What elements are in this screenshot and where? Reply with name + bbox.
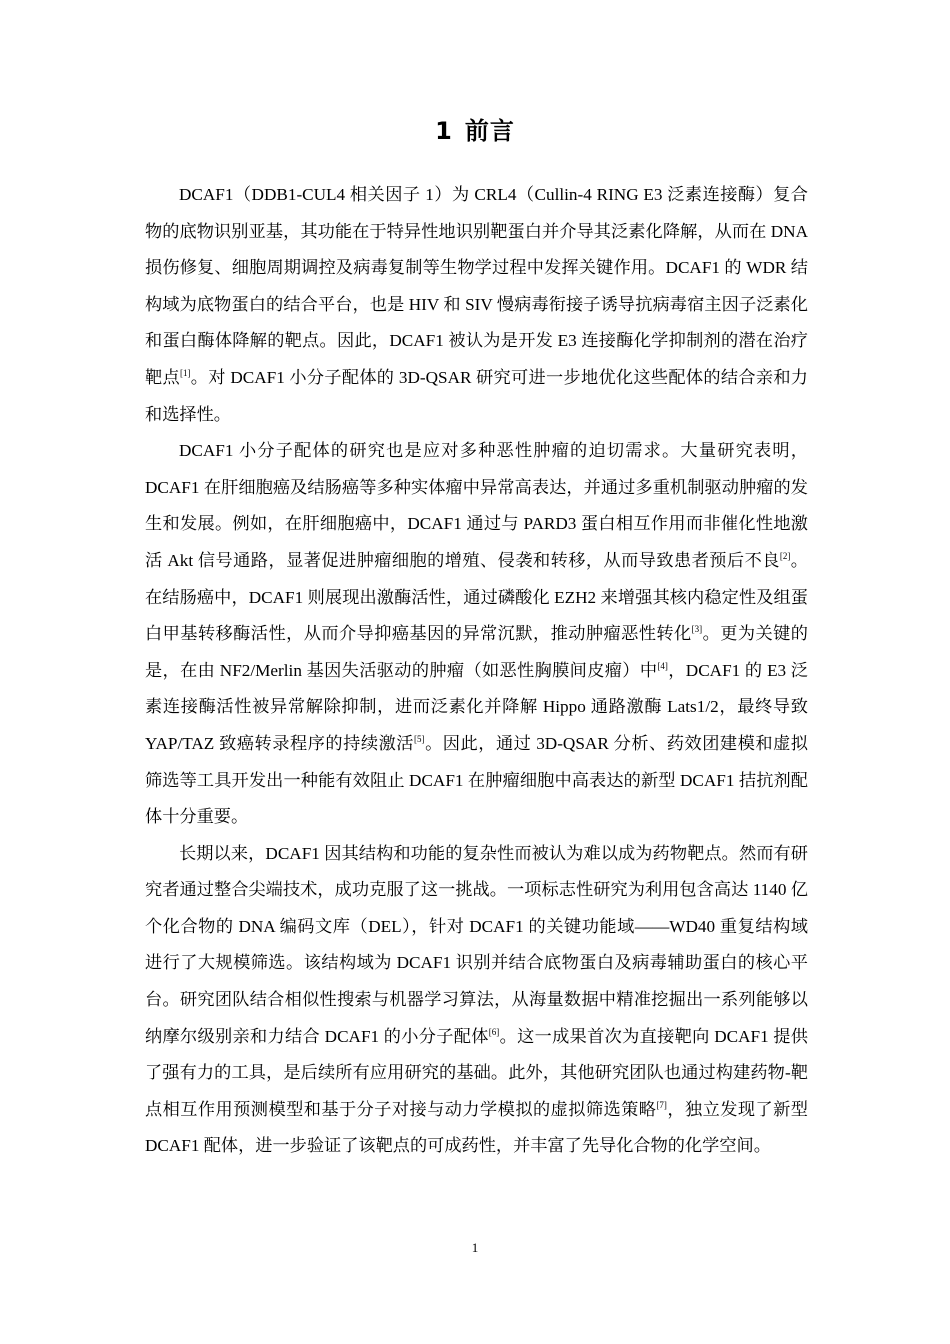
paragraph-text: 。在结肠癌中，DCAF1 则展现出激酶活性，通过磷酸化 EZH2 来增强其核内稳定性及组蛋白甲基转移酶活性，从而介导抑癌基因的异常沉默，推动肿瘤恶性转化 (145, 550, 808, 644)
paragraph (145, 433, 808, 836)
paragraph-text: 。这一成果首次为直接靶向 DCAF1 提供了强有力的工具，是后续所有应用研究的基础。此外，其他研究团队也通过构建药物-靶点相互作用预测模型和基于分子对接与动力学模拟的虚拟筛选策略 (145, 1026, 808, 1119)
paragraph-text: 。对 DCAF1 小分子配体的 3D-QSAR 研究可进一步地优化这些配体的结合亲和力和选择性。 (145, 367, 808, 424)
paragraph-text: DCAF1 小分子配体的研究也是应对多种恶性肿瘤的迫切需求。大量研究表明，DCAF1 在肝细胞癌及结肠癌等多种实体瘤中异常高表达，并通过多重机制驱动肿瘤的发生和发展。例如，在肝细胞癌中，DCAF1 通过与 PARD3 蛋白相互作用而非催化性地激活 Akt 信号通路，显著促进肿瘤细胞的增殖、侵袭和转移，从而导致患者预后不良 (145, 441, 808, 570)
body-text (145, 177, 808, 1165)
section-number: 1 (435, 117, 453, 145)
paragraph-text: ，独立发现了新型 DCAF1 配体，进一步验证了该靶点的可成药性，并丰富了先导化合物的化学空间。 (145, 1099, 808, 1156)
citation-ref: [6] (488, 1026, 500, 1037)
paragraph-text: DCAF1（DDB1-CUL4 相关因子 1）为 CRL4（Cullin-4 RING E3 泛素连接酶）复合物的底物识别亚基，其功能在于特异性地识别靶蛋白并介导其泛素化降解，从而在 DNA 损伤修复、细胞周期调控及病毒复制等生物学过程中发挥关键作用。DCAF1 的 WDR 结构域为底物蛋白的结合平台，也是 HIV 和 SIV 慢病毒衔接子诱导抗病毒宿主因子泛素化和蛋白酶体降解的靶点。因此，DCAF1 被认为是开发 E3 连接酶化学抑制剂的潜在治疗靶点 (145, 185, 808, 387)
paragraph-text: 。因此，通过 3D-QSAR 分析、药效团建模和虚拟筛选等工具开发出一种能有效阻止 DCAF1 在肿瘤细胞中高表达的新型 DCAF1 拮抗剂配体十分重要。 (145, 733, 808, 827)
citation-ref: [5] (414, 733, 425, 744)
paragraph-text: 。更为关键的是，在由 NF2/Merlin 基因失活驱动的肿瘤（如恶性胸膜间皮瘤）中 (145, 624, 808, 680)
section-title: 前言 (464, 117, 515, 145)
page-number: 1 (471, 1240, 479, 1255)
citation-ref: [7] (656, 1099, 667, 1110)
section-heading (0, 114, 950, 148)
citation-ref: [4] (657, 660, 668, 671)
citation-ref: [3] (691, 624, 703, 635)
paragraph (145, 177, 808, 433)
citation-ref: [1] (179, 367, 191, 378)
citation-ref: [2] (779, 550, 791, 561)
paragraph-text: 长期以来，DCAF1 因其结构和功能的复杂性而被认为难以成为药物靶点。然而有研究者通过整合尖端技术，成功克服了这一挑战。一项标志性研究为利用包含高达 1140 亿个化合物的 DNA 编码文库（DEL），针对 DCAF1 的关键功能域——WD40 重复结构域进行了大规模筛选。该结构域为 DCAF1 识别并结合底物蛋白及病毒辅助蛋白的核心平台。研究团队结合相似性搜索与机器学习算法，从海量数据中精准挖掘出一系列能够以纳摩尔级别亲和力结合 DCAF1 的小分子配体 (145, 843, 808, 1046)
paragraph-text: ，DCAF1 的 E3 泛素连接酶活性被异常解除抑制，进而泛素化并降解 Hippo 通路激酶 Lats1/2，最终导致 YAP/TAZ 致癌转录程序的持续激活 (145, 660, 808, 753)
paragraph (145, 836, 808, 1165)
